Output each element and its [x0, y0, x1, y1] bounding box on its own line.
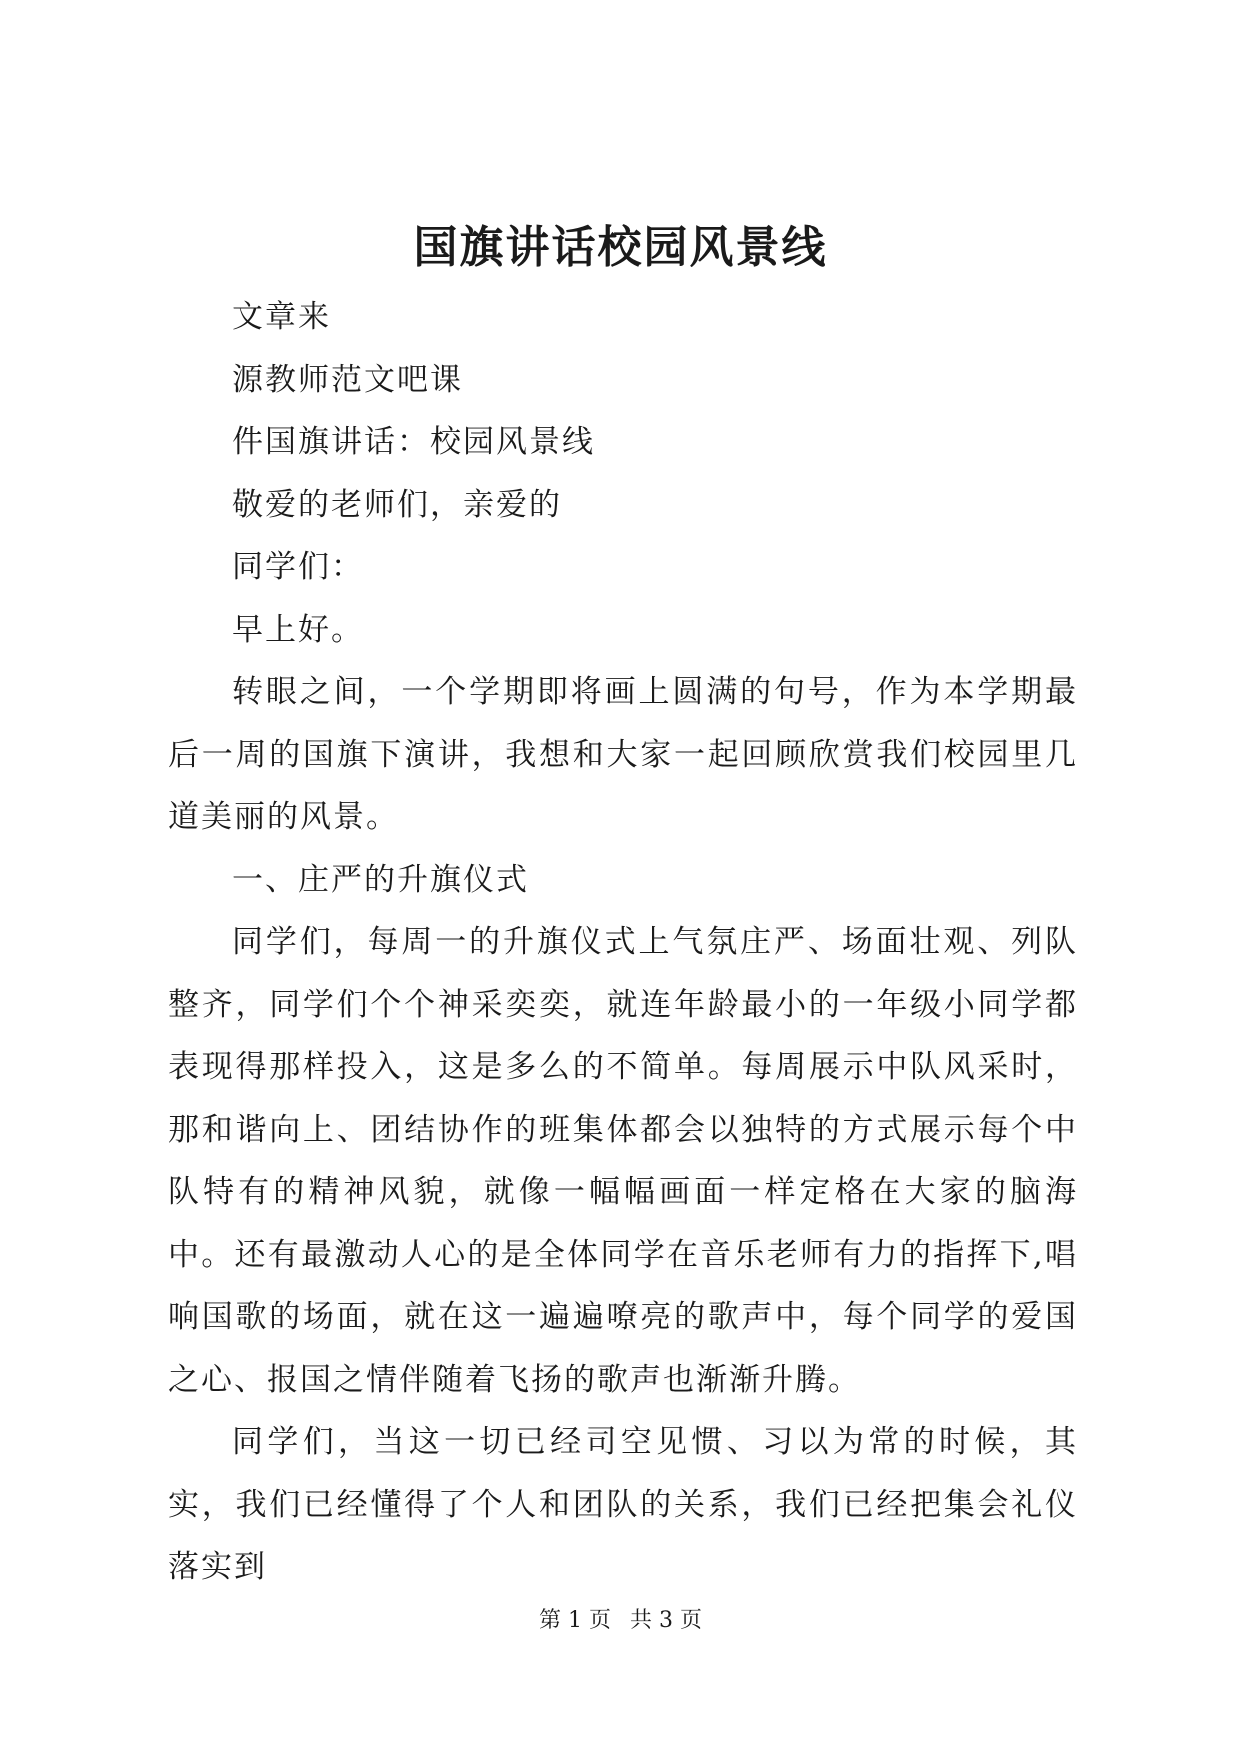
- page-footer: [0, 1606, 1241, 1636]
- paragraph: 早上好。: [232, 611, 364, 648]
- paragraph: 同学们，当这一切已经司空见惯、习以为常的时候，其实，我们已经懂得了个人和团队的关系，我们已经把集会礼仪落实到: [168, 1424, 1078, 1585]
- document-body: [168, 286, 1078, 1599]
- paragraph: 转眼之间，一个学期即将画上圆满的句号，作为本学期最后一周的国旗下演讲，我想和大家一起回顾欣赏我们校园里几道美丽的风景。: [168, 674, 1078, 835]
- section-heading: 一、庄严的升旗仪式: [232, 861, 529, 898]
- paragraph: 敬爱的老师们，亲爱的: [232, 486, 562, 523]
- paragraph: 同学们：: [232, 549, 364, 585]
- page-number: 第 1 页: [539, 1608, 611, 1633]
- paragraph: 件国旗讲话：校园风景线: [232, 424, 595, 460]
- page-total: 共 3 页: [630, 1608, 702, 1633]
- paragraph: 文章来: [232, 299, 331, 335]
- document-title: 国旗讲话校园风景线: [413, 222, 828, 273]
- paragraph: 源教师范文吧课: [232, 361, 463, 398]
- paragraph: 同学们，每周一的升旗仪式上气氛庄严、场面壮观、列队整齐，同学们个个神采奕奕，就连年龄最小的一年级小同学都表现得那样投入，这是多么的不简单。每周展示中队风采时，那和谐向上、团结协作的班集体都会以独特的方式展示每个中队特有的精神风貌，就像一幅幅画面一样定格在大家的脑海中。还有最激动人心的是全体同学在音乐老师有力的指挥下,唱响国歌的场面，就在这一遍遍嘹亮的歌声中，每个同学的爱国之心、报国之情伴随着飞扬的歌声也渐渐升腾。: [168, 924, 1078, 1398]
